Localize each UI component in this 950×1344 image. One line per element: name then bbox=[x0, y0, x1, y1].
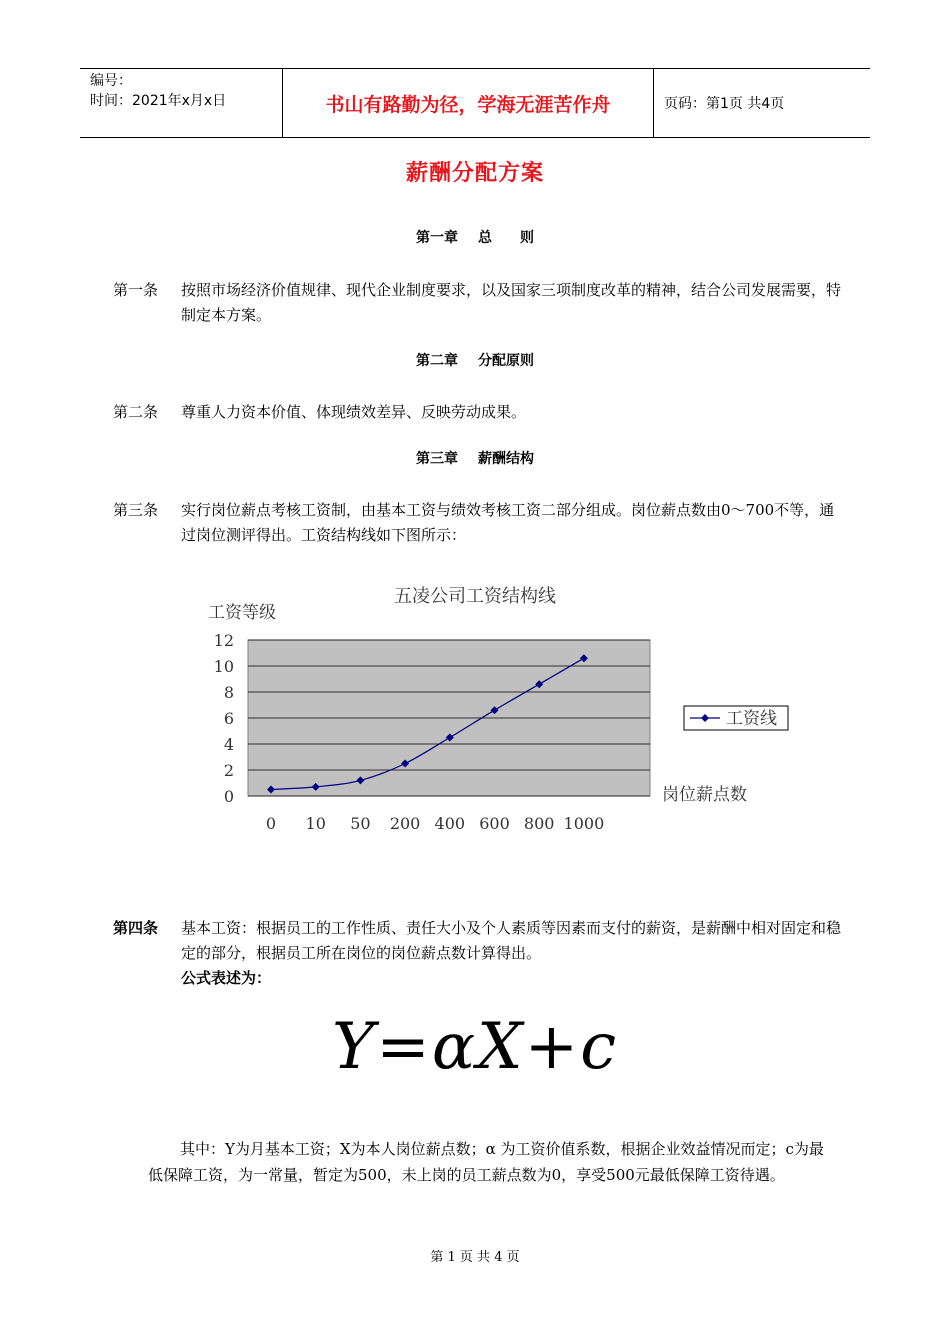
x-tick-label: 200 bbox=[389, 814, 421, 833]
article-number: 第二条 bbox=[113, 403, 159, 421]
article-text: 基本工资：根据员工的工作性质、责任大小及个人素质等因素而支付的薪资，是薪酬中相对固定和稳定的部分，根据员工所在岗位的岗位薪点数计算得出。 bbox=[181, 919, 842, 962]
x-axis-label: 岗位薪点数 bbox=[662, 785, 747, 805]
x-tick-labels bbox=[266, 814, 604, 833]
y-tick-label: 10 bbox=[213, 657, 234, 676]
article-number: 第四条 bbox=[113, 919, 159, 937]
x-tick-label: 0 bbox=[265, 814, 277, 833]
chapter-heading bbox=[0, 227, 950, 247]
x-tick-label: 10 bbox=[305, 814, 326, 833]
y-axis-label: 工资等级 bbox=[208, 603, 276, 623]
x-tick-label: 1000 bbox=[563, 814, 605, 833]
chart-title: 五凌公司工资结构线 bbox=[394, 586, 556, 607]
x-tick-label: 400 bbox=[434, 814, 466, 833]
article-4 bbox=[113, 916, 843, 991]
y-tick-label: 8 bbox=[223, 683, 234, 702]
legend bbox=[684, 706, 788, 730]
formula-label: 公式表述为： bbox=[181, 969, 272, 987]
article-2 bbox=[113, 400, 843, 425]
formula-alpha-x: αX bbox=[431, 1010, 525, 1084]
header-table bbox=[80, 68, 870, 138]
article-3 bbox=[113, 498, 843, 548]
x-tick-label: 50 bbox=[350, 814, 371, 833]
article-text: 尊重人力资本价值、体现绩效差异、反映劳动成果。 bbox=[181, 403, 527, 421]
page-footer: 第 1 页 共 4 页 bbox=[430, 1250, 520, 1265]
article-text: 实行岗位薪点考核工资制，由基本工资与绩效考核工资二部分组成。岗位薪点数由0～700不等，通过岗位测评得出。工资结构线如下图所示： bbox=[181, 501, 835, 544]
salary-structure-chart bbox=[190, 570, 800, 850]
formula-note: 其中：Y为月基本工资；X为本人岗位薪点数；α 为工资价值系数，根据企业效益情况而定；c为最低保障工资，为一常量，暂定为500，未上岗的员工薪点数为0，享受500元最低保障工资待遇。 bbox=[148, 1140, 824, 1184]
y-tick-label: 0 bbox=[223, 787, 234, 806]
article-text: 按照市场经济价值规律、现代企业制度要求，以及国家三项制度改革的精神，结合公司发展需要，特制定本方案。 bbox=[181, 281, 842, 324]
chapter-label: 第三章 bbox=[416, 451, 458, 467]
chapter-heading bbox=[0, 350, 950, 370]
article-number: 第三条 bbox=[113, 501, 159, 519]
x-tick-label: 800 bbox=[523, 814, 555, 833]
chapter-heading bbox=[0, 448, 950, 468]
y-tick-label: 12 bbox=[213, 631, 234, 650]
chapter-name: 薪酬结构 bbox=[478, 451, 534, 467]
x-tick-label: 600 bbox=[479, 814, 510, 833]
y-tick-label: 6 bbox=[223, 709, 234, 728]
motto: 书山有路勤为径，学海无涯苦作舟 bbox=[282, 69, 654, 137]
formula-y: Y bbox=[331, 1010, 377, 1084]
formula-plus: + bbox=[524, 1010, 581, 1084]
page-info: 页码：第1页 共4页 bbox=[664, 96, 785, 112]
article-number: 第一条 bbox=[113, 281, 159, 299]
chapter-name: 分配原则 bbox=[478, 353, 534, 369]
formula-equals: = bbox=[376, 1010, 432, 1084]
time-label: 时间：2021年x月x日 bbox=[90, 93, 227, 109]
article-1 bbox=[113, 278, 843, 328]
chapter-label: 第二章 bbox=[416, 353, 458, 369]
y-tick-labels bbox=[214, 631, 234, 806]
formula-c: c bbox=[580, 1010, 619, 1084]
number-label: 编号： bbox=[90, 73, 132, 89]
y-tick-label: 4 bbox=[223, 735, 234, 754]
chart-svg bbox=[190, 570, 800, 850]
document-title: 薪酬分配方案 bbox=[405, 161, 544, 186]
chapter-name: 总 则 bbox=[478, 230, 534, 246]
chapter-label: 第一章 bbox=[416, 230, 458, 246]
salary-formula bbox=[0, 1010, 950, 1084]
y-tick-label: 2 bbox=[223, 761, 234, 780]
header-meta bbox=[80, 69, 282, 137]
legend-label: 工资线 bbox=[726, 709, 777, 729]
